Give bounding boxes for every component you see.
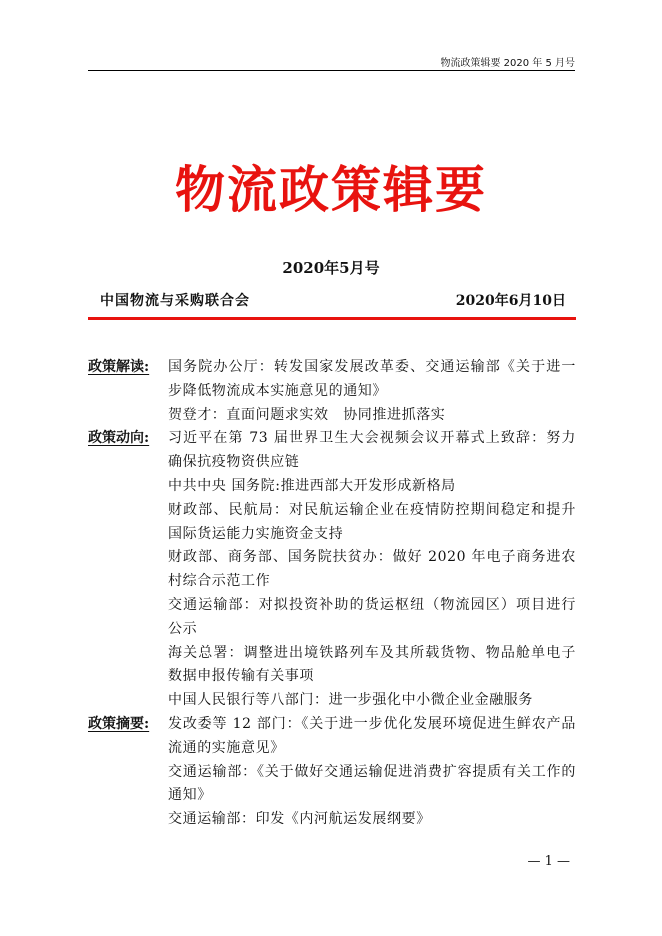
toc-entry[interactable]: 海关总署：调整进出境铁路列车及其所载货物、物品舱单电子数据申报传输有关事项 bbox=[168, 644, 576, 685]
table-of-contents bbox=[88, 356, 576, 832]
section-policy-interpretation bbox=[88, 356, 576, 427]
section-policy-summary bbox=[88, 713, 576, 832]
page-number: — 1 — bbox=[527, 854, 570, 869]
toc-entry[interactable]: 中国人民银行等八部门：进一步强化中小微企业金融服务 bbox=[168, 692, 533, 709]
toc-entry[interactable]: 财政部、商务部、国务院扶贫办：做好 2020 年电子商务进农村综合示范工作 bbox=[168, 549, 576, 590]
document-title: 物流政策辑要 bbox=[175, 160, 487, 219]
section-policy-trends bbox=[88, 427, 576, 713]
publisher-name: 中国物流与采购联合会 bbox=[100, 293, 250, 309]
section-label: 政策解读: bbox=[88, 359, 150, 375]
running-header: 物流政策辑要 2020 年 5 月号 bbox=[440, 58, 575, 69]
issue-number: 2020年5月号 bbox=[282, 259, 380, 277]
publication-date: 2020年6月10日 bbox=[455, 293, 566, 309]
toc-entry[interactable]: 交通运输部：《关于做好交通运输促进消费扩容提质有关工作的通知》 bbox=[168, 763, 576, 804]
toc-entry[interactable]: 国务院办公厅：转发国家发展改革委、交通运输部《关于进一步降低物流成本实施意见的通知》 bbox=[168, 359, 576, 399]
section-label: 政策动向: bbox=[88, 430, 150, 447]
toc-entry[interactable]: 交通运输部：印发《内河航运发展纲要》 bbox=[168, 811, 431, 828]
section-label: 政策摘要: bbox=[88, 715, 150, 732]
toc-entry[interactable]: 中共中央 国务院:推进西部大开发形成新格局 bbox=[168, 477, 456, 494]
toc-entry[interactable]: 贺登才：直面问题求实效 协同推进抓落实 bbox=[168, 406, 446, 423]
header-divider bbox=[88, 70, 575, 71]
toc-entry[interactable]: 习近平在第 73 届世界卫生大会视频会议开幕式上致辞：努力确保抗疫物资供应链 bbox=[168, 430, 576, 471]
toc-entry[interactable]: 交通运输部：对拟投资补助的货运枢纽（物流园区）项目进行公示 bbox=[168, 596, 576, 637]
toc-entry[interactable]: 财政部、民航局：对民航运输企业在疫情防控期间稳定和提升国际货运能力实施资金支持 bbox=[168, 501, 576, 542]
red-divider bbox=[88, 317, 576, 320]
toc-entry[interactable]: 发改委等 12 部门：《关于进一步优化发展环境促进生鲜农产品流通的实施意见》 bbox=[168, 715, 576, 756]
